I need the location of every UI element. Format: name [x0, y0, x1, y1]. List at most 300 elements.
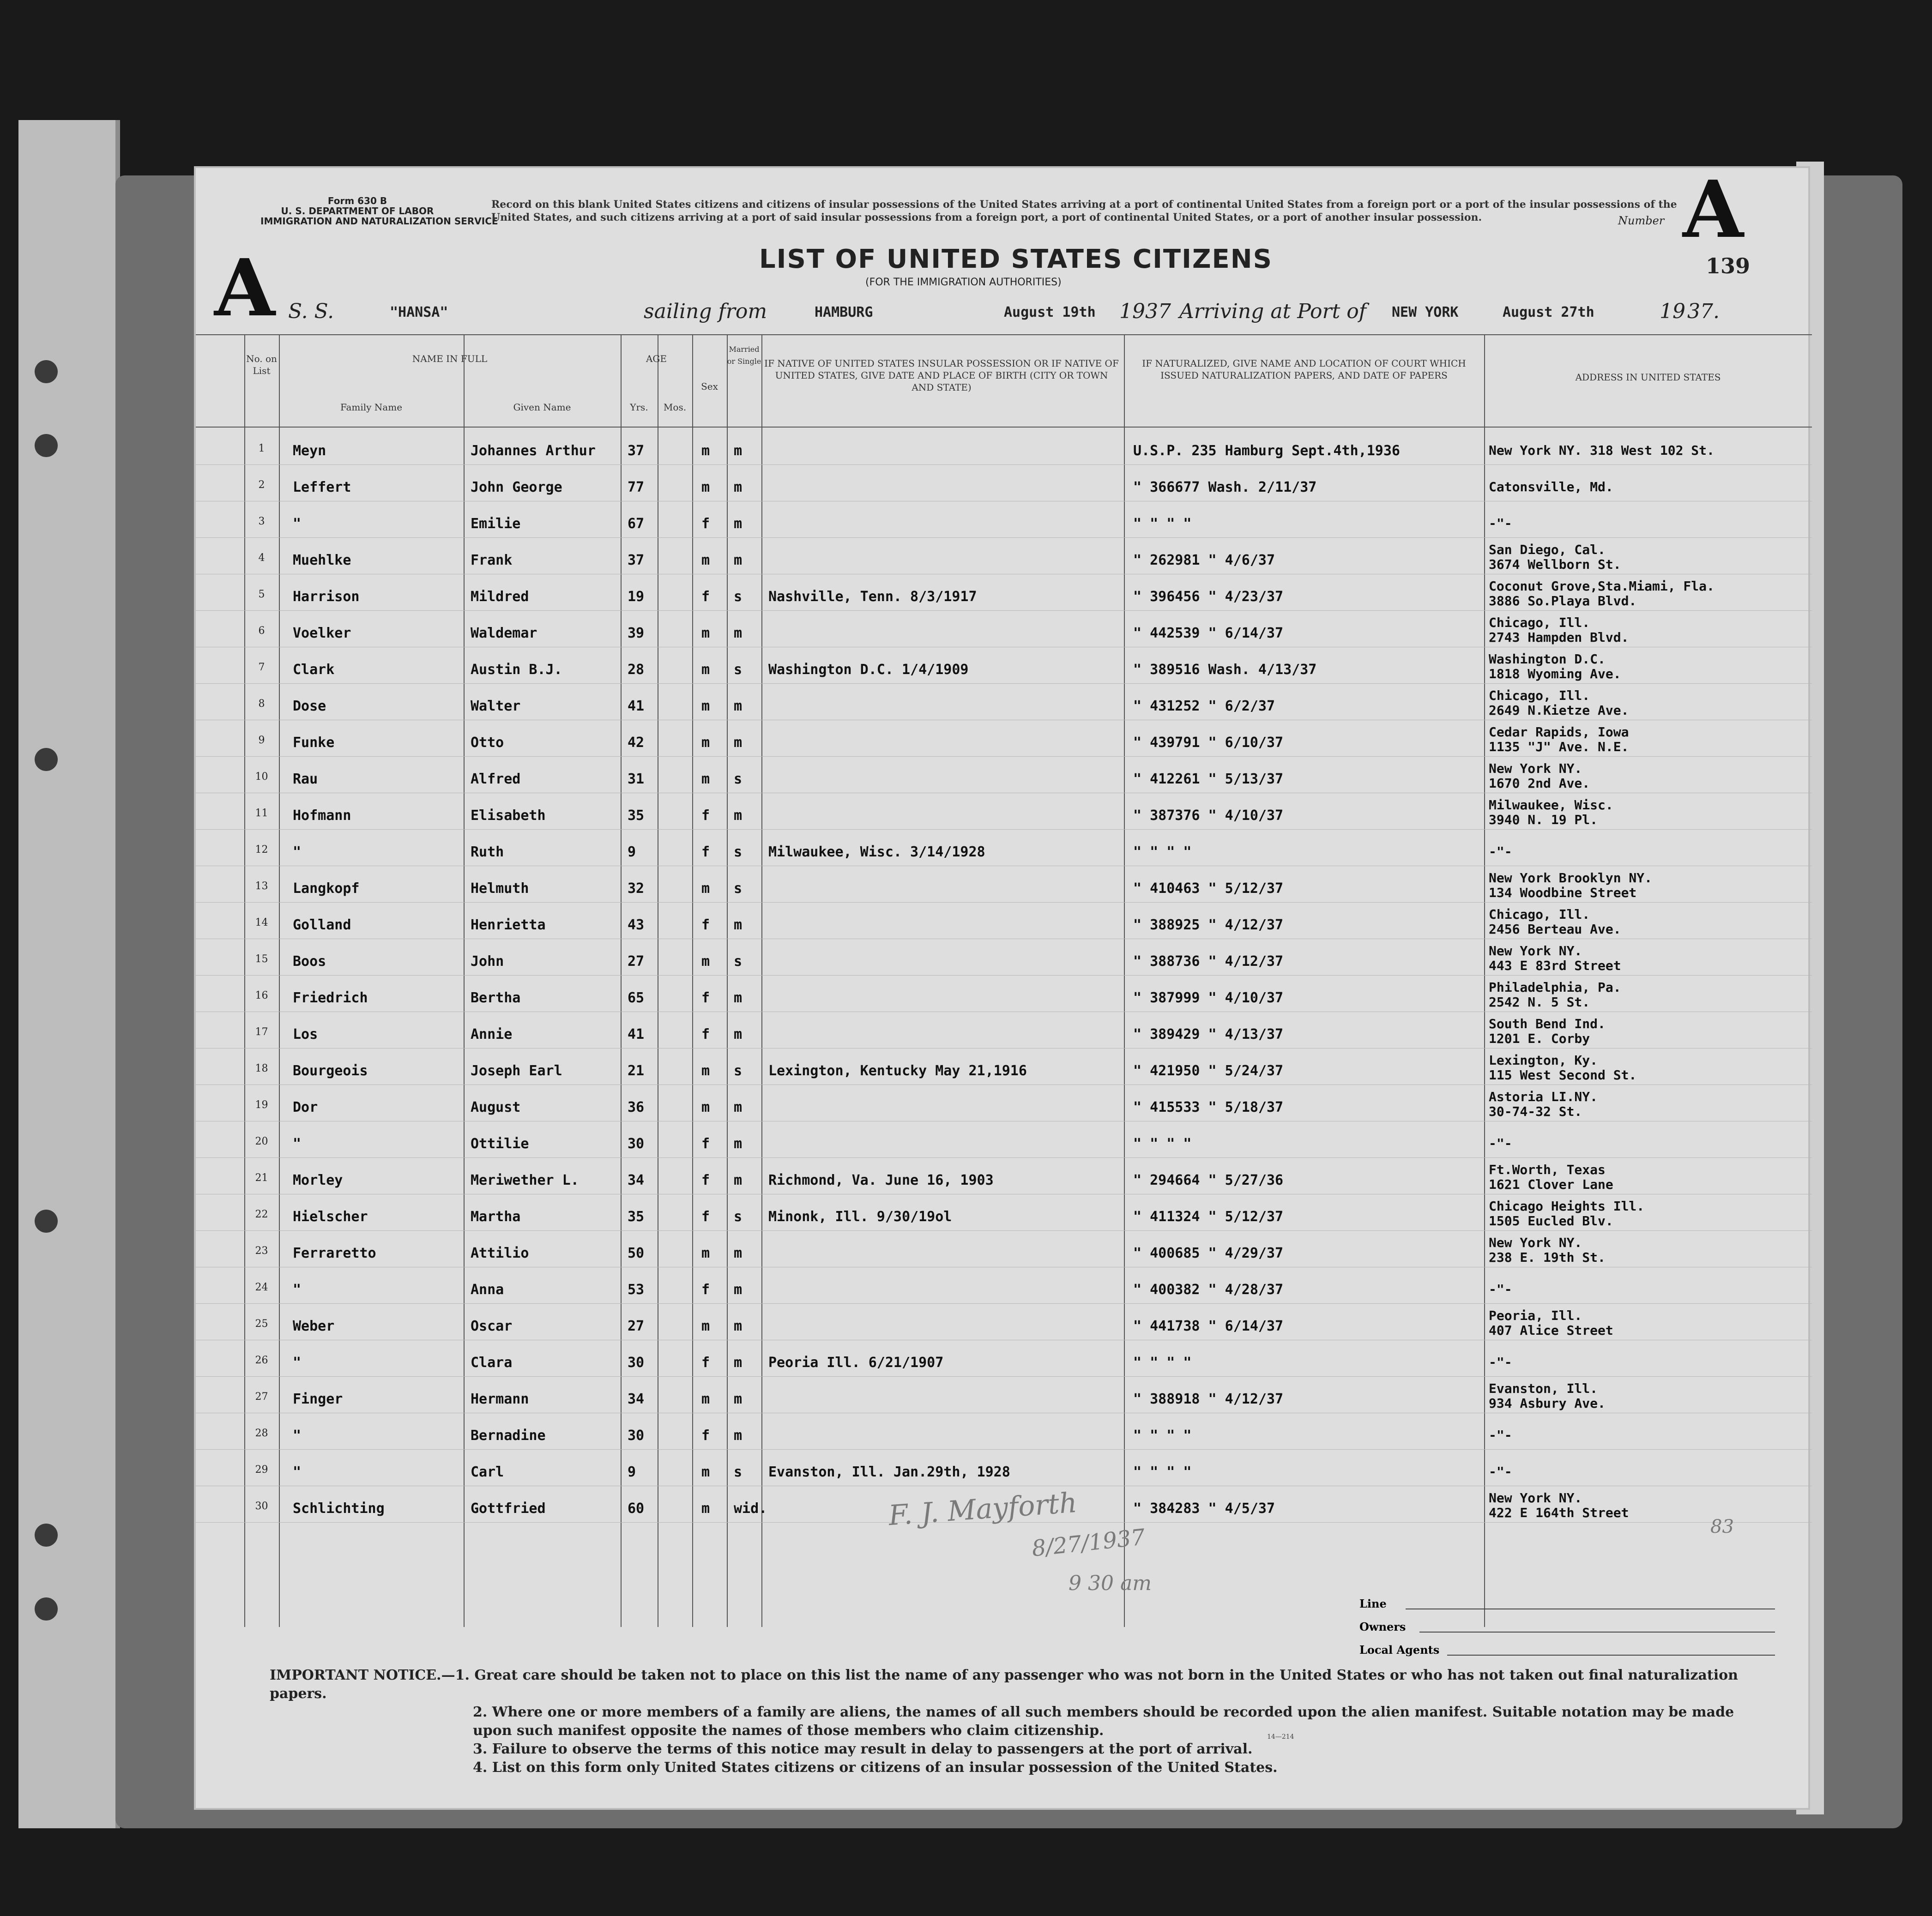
header-no: No. on List — [246, 353, 277, 376]
record-instructions: Record on this blank United States citizens and citizens of insular possessions of the United States arriving at a port of continental United States from a foreign port or a port of the insular possessions of the United States, and such citizens arriving at a port of said insular possessions from a foreign port, a port of continental United States, or a port of another insular possession. — [491, 199, 1677, 223]
binder-hole — [35, 1210, 58, 1233]
departure-year: 1937 — [1119, 300, 1171, 323]
naturalization-papers: " 415533 " 5/18/37 — [1133, 1099, 1284, 1115]
officer-signature: F. J. Mayforth — [888, 1486, 1078, 1532]
given-name: Austin B.J. — [471, 662, 562, 678]
naturalization-papers: " 388918 " 4/12/37 — [1133, 1391, 1284, 1407]
family-name: " — [293, 1464, 302, 1480]
form-number: Form 630 B — [327, 195, 387, 206]
address-line-2: 30-74-32 St. — [1489, 1104, 1582, 1119]
given-name: Oscar — [471, 1318, 513, 1334]
given-name: Frank — [471, 552, 513, 568]
age-years: 36 — [628, 1099, 645, 1115]
notice-text-1: 1. Great care should be taken not to place on this list the name of any passenger who was not born in the United States or who has not taken out final naturalization papers. — [270, 1667, 1738, 1702]
sex: m — [701, 1391, 710, 1407]
address-line-1: Peoria, Ill. — [1489, 1308, 1582, 1323]
naturalization-papers: " 439791 " 6/10/37 — [1133, 735, 1284, 751]
address-line-2: 3674 Wellborn St. — [1489, 557, 1621, 572]
sex: f — [701, 516, 710, 532]
form-id-block — [260, 195, 498, 227]
naturalization-papers: " " " " — [1133, 1136, 1192, 1152]
binder-strip — [18, 120, 120, 1828]
sex: f — [701, 1026, 710, 1042]
page-subtitle: (FOR THE IMMIGRATION AUTHORITIES) — [865, 277, 1062, 288]
sex: m — [701, 662, 710, 678]
naturalization-papers: " 366677 Wash. 2/11/37 — [1133, 479, 1317, 495]
address-line-2: 3886 So.Playa Blvd. — [1489, 593, 1637, 609]
sex: f — [701, 1428, 710, 1444]
row-number: 6 — [258, 625, 265, 637]
marital-status: s — [734, 880, 743, 897]
marital-status: m — [734, 1172, 743, 1188]
age-years: 65 — [628, 990, 645, 1006]
sex: m — [701, 552, 710, 568]
row-number: 26 — [255, 1355, 268, 1366]
naturalization-papers: " " " " — [1133, 1428, 1192, 1444]
address-line-1: Chicago, Ill. — [1489, 615, 1590, 630]
address-line-2: 1670 2nd Ave. — [1489, 776, 1590, 791]
sex: m — [701, 1099, 710, 1115]
age-years: 67 — [628, 516, 645, 532]
marital-status: m — [734, 479, 743, 495]
age-years: 37 — [628, 443, 645, 459]
marital-status: s — [734, 662, 743, 678]
notice-item-3: 3. Failure to observe the terms of this notice may result in delay to passengers at the port of arrival. — [473, 1741, 1253, 1757]
table-rule — [1124, 334, 1125, 1627]
row-number: 14 — [255, 917, 268, 928]
address-line-1: -"- — [1489, 1355, 1512, 1370]
age-years: 35 — [628, 807, 645, 824]
binder-hole — [35, 1597, 58, 1621]
arrival-year-prefix: 19 — [1660, 300, 1685, 323]
row-number: 25 — [255, 1318, 268, 1330]
row-rule — [196, 756, 1812, 757]
table-rule — [196, 427, 1812, 428]
sex: m — [701, 735, 710, 751]
header-address: ADDRESS IN UNITED STATES — [1575, 372, 1721, 383]
sex: f — [701, 1136, 710, 1152]
row-number: 18 — [255, 1063, 268, 1074]
header-native-birth: IF NATIVE OF UNITED STATES INSULAR POSSESSION OR IF NATIVE OF UNITED STATES, GIVE DATE AND PLACE OF BIRTH (CITY OR TOWN AND STATE) — [764, 358, 1119, 393]
address-line-1: -"- — [1489, 844, 1512, 859]
family-name: Leffert — [293, 479, 351, 495]
marital-status: s — [734, 1063, 743, 1079]
age-years: 31 — [628, 771, 645, 787]
binder-hole — [35, 748, 58, 771]
sex: f — [701, 917, 710, 933]
given-name: Ruth — [471, 844, 504, 860]
naturalization-papers: " 396456 " 4/23/37 — [1133, 589, 1284, 605]
marital-status: s — [734, 1464, 743, 1480]
binder-hole — [35, 434, 58, 457]
given-name: Otto — [471, 735, 504, 751]
sex: m — [701, 953, 710, 970]
birth-place-date: Minonk, Ill. 9/30/19ol — [768, 1209, 952, 1225]
given-name: Henrietta — [471, 917, 546, 933]
given-name: August — [471, 1099, 521, 1115]
page-title: LIST OF UNITED STATES CITIZENS — [759, 244, 1273, 274]
given-name: Martha — [471, 1209, 521, 1225]
address-line-1: San Diego, Cal. — [1489, 542, 1606, 557]
naturalization-papers: " 294664 " 5/27/36 — [1133, 1172, 1284, 1188]
owners-label: Owners — [1359, 1620, 1406, 1633]
sex: m — [701, 1245, 710, 1261]
row-rule — [196, 1376, 1812, 1377]
marital-status: m — [734, 625, 743, 641]
header-given-name: Given Name — [513, 402, 571, 413]
form-code: 14—214 — [1267, 1733, 1294, 1741]
age-years: 21 — [628, 1063, 645, 1079]
row-number: 10 — [255, 771, 268, 783]
important-notice — [270, 1666, 1747, 1777]
sex: f — [701, 1355, 710, 1371]
row-rule — [196, 610, 1812, 611]
address-line-2: 115 West Second St. — [1489, 1067, 1637, 1083]
notice-lead: IMPORTANT NOTICE.— — [270, 1667, 455, 1683]
naturalization-papers: " " " " — [1133, 1355, 1192, 1371]
age-years: 41 — [628, 1026, 645, 1042]
row-rule — [196, 683, 1812, 684]
address-line-1: -"- — [1489, 1428, 1512, 1443]
age-years: 35 — [628, 1209, 645, 1225]
family-name: Harrison — [293, 589, 360, 605]
family-name: " — [293, 844, 302, 860]
service-name: IMMIGRATION AND NATURALIZATION SERVICE — [260, 216, 498, 227]
address-line-2: 1818 Wyoming Ave. — [1489, 666, 1621, 681]
family-name: Voelker — [293, 625, 351, 641]
family-name: Finger — [293, 1391, 343, 1407]
given-name: Bertha — [471, 990, 521, 1006]
address-line-2: 238 E. 19th St. — [1489, 1250, 1606, 1265]
naturalization-papers: " 410463 " 5/12/37 — [1133, 880, 1284, 897]
birth-place-date: Nashville, Tenn. 8/3/1917 — [768, 589, 977, 605]
given-name: Carl — [471, 1464, 504, 1480]
family-name: Langkopf — [293, 880, 360, 897]
header-naturalization: IF NATURALIZED, GIVE NAME AND LOCATION OF COURT WHICH ISSUED NATURALIZATION PAPERS, AND DATE OF PAPERS — [1142, 358, 1466, 381]
ss-label: S. S. — [288, 300, 334, 323]
row-rule — [196, 1230, 1812, 1231]
age-years: 53 — [628, 1282, 645, 1298]
notice-item-1 — [270, 1666, 1747, 1703]
family-name: " — [293, 1282, 302, 1298]
marital-status: m — [734, 1136, 743, 1152]
given-name: Waldemar — [471, 625, 537, 641]
header-family-name: Family Name — [340, 402, 403, 413]
header-years: Yrs. — [630, 402, 648, 413]
row-number: 4 — [258, 552, 265, 564]
given-name: Anna — [471, 1282, 504, 1298]
age-years: 43 — [628, 917, 645, 933]
row-number: 1 — [258, 443, 265, 454]
margin-mark: 83 — [1710, 1516, 1734, 1537]
address-line-1: Astoria LI.NY. — [1489, 1089, 1598, 1104]
given-name: Alfred — [471, 771, 521, 787]
age-years: 19 — [628, 589, 645, 605]
address-line-1: -"- — [1489, 1282, 1512, 1297]
given-name: Hermann — [471, 1391, 529, 1407]
naturalization-papers: " 441738 " 6/14/37 — [1133, 1318, 1284, 1334]
arrival-date: August 27th — [1503, 304, 1594, 320]
naturalization-papers: " 262981 " 4/6/37 — [1133, 552, 1275, 568]
age-years: 30 — [628, 1355, 645, 1371]
marital-status: s — [734, 1209, 743, 1225]
sex: f — [701, 807, 710, 824]
family-name: Rau — [293, 771, 318, 787]
family-name: Bourgeois — [293, 1063, 368, 1079]
marital-status: m — [734, 917, 743, 933]
family-name: " — [293, 1136, 302, 1152]
address-line-1: New York Brooklyn NY. — [1489, 870, 1653, 886]
sex: m — [701, 1464, 710, 1480]
address-line-1: Coconut Grove,Sta.Miami, Fla. — [1489, 578, 1715, 594]
naturalization-papers: " 412261 " 5/13/37 — [1133, 771, 1284, 787]
given-name: Bernadine — [471, 1428, 546, 1444]
age-years: 9 — [628, 1464, 636, 1480]
marital-status: m — [734, 1282, 743, 1298]
row-rule — [196, 902, 1812, 903]
address-line-1: New York NY. 318 West 102 St. — [1489, 443, 1715, 458]
age-years: 41 — [628, 698, 645, 714]
marital-status: m — [734, 1026, 743, 1042]
naturalization-papers: " " " " — [1133, 516, 1192, 532]
row-rule — [196, 975, 1812, 976]
row-number: 3 — [258, 516, 265, 527]
marital-status: s — [734, 844, 743, 860]
age-years: 28 — [628, 662, 645, 678]
family-name: Boos — [293, 953, 326, 970]
owners-rule — [1419, 1632, 1775, 1633]
sex: f — [701, 1172, 710, 1188]
address-line-2: 2743 Hampden Blvd. — [1489, 630, 1629, 645]
age-years: 77 — [628, 479, 645, 495]
ship-name: "HANSA" — [390, 304, 448, 320]
age-years: 27 — [628, 1318, 645, 1334]
row-rule — [196, 537, 1812, 538]
signature-time: 9 30 am — [1069, 1572, 1152, 1595]
family-name: Weber — [293, 1318, 335, 1334]
marital-status: m — [734, 807, 743, 824]
row-rule — [196, 464, 1812, 465]
naturalization-papers: " 400382 " 4/28/37 — [1133, 1282, 1284, 1298]
sex: m — [701, 771, 710, 787]
address-line-2: 134 Woodbine Street — [1489, 885, 1637, 900]
naturalization-papers: " 388925 " 4/12/37 — [1133, 917, 1284, 933]
list-letter-right: A — [1683, 163, 1744, 256]
table-rule — [196, 334, 1812, 335]
sex: f — [701, 990, 710, 1006]
given-name: Ottilie — [471, 1136, 529, 1152]
address-line-1: Chicago Heights Ill. — [1489, 1199, 1645, 1214]
address-line-2: 422 E 164th Street — [1489, 1505, 1629, 1520]
age-years: 50 — [628, 1245, 645, 1261]
given-name: Mildred — [471, 589, 529, 605]
header-sex: Sex — [701, 381, 718, 392]
naturalization-papers: " 421950 " 5/24/37 — [1133, 1063, 1284, 1079]
given-name: Annie — [471, 1026, 513, 1042]
address-line-1: Chicago, Ill. — [1489, 688, 1590, 703]
binder-hole — [35, 360, 58, 383]
naturalization-papers: " 442539 " 6/14/37 — [1133, 625, 1284, 641]
row-number: 16 — [255, 990, 268, 1001]
address-line-2: 1621 Clover Lane — [1489, 1177, 1613, 1192]
sex: f — [701, 1282, 710, 1298]
row-rule — [196, 829, 1812, 830]
departure-port: HAMBURG — [815, 304, 873, 320]
marital-status: m — [734, 735, 743, 751]
list-letter-left: A — [214, 242, 275, 334]
family-name: Los — [293, 1026, 318, 1042]
row-rule — [196, 1157, 1812, 1158]
age-years: 42 — [628, 735, 645, 751]
naturalization-papers: U.S.P. 235 Hamburg Sept.4th,1936 — [1133, 443, 1400, 459]
address-line-2: 2542 N. 5 St. — [1489, 994, 1590, 1010]
naturalization-papers: " 387999 " 4/10/37 — [1133, 990, 1284, 1006]
address-line-1: Ft.Worth, Texas — [1489, 1162, 1606, 1177]
given-name: Emilie — [471, 516, 521, 532]
birth-place-date: Milwaukee, Wisc. 3/14/1928 — [768, 844, 985, 860]
header-months: Mos. — [663, 402, 687, 413]
row-number: 17 — [255, 1026, 268, 1038]
age-years: 32 — [628, 880, 645, 897]
row-number: 20 — [255, 1136, 268, 1147]
row-rule — [196, 1303, 1812, 1304]
given-name: Walter — [471, 698, 521, 714]
table-rule — [464, 334, 465, 1627]
given-name: Helmuth — [471, 880, 529, 897]
line-label: Line — [1359, 1597, 1387, 1610]
row-number: 2 — [258, 479, 265, 491]
arrival-year: 37. — [1687, 300, 1720, 323]
marital-status: m — [734, 1428, 743, 1444]
naturalization-papers: " 411324 " 5/12/37 — [1133, 1209, 1284, 1225]
address-line-2: 2649 N.Kietze Ave. — [1489, 703, 1629, 718]
address-line-1: Washington D.C. — [1489, 651, 1606, 667]
family-name: Dose — [293, 698, 326, 714]
row-number: 12 — [255, 844, 268, 856]
table-rule — [761, 334, 762, 1627]
address-line-2: 443 E 83rd Street — [1489, 958, 1621, 973]
row-number: 23 — [255, 1245, 268, 1257]
address-line-2: 3940 N. 19 Pl. — [1489, 812, 1598, 827]
header-married-single: Married or Single — [727, 345, 761, 366]
departure-date: August 19th — [1004, 304, 1096, 320]
given-name: Elisabeth — [471, 807, 546, 824]
department-name: U. S. DEPARTMENT OF LABOR — [281, 205, 434, 217]
address-line-1: South Bend Ind. — [1489, 1016, 1606, 1031]
birth-place-date: Peoria Ill. 6/21/1907 — [768, 1355, 944, 1371]
address-line-1: Catonsville, Md. — [1489, 479, 1613, 494]
family-name: Golland — [293, 917, 351, 933]
sex: m — [701, 1500, 710, 1517]
agents-rule — [1447, 1655, 1775, 1656]
page-number: 139 — [1706, 253, 1751, 278]
family-name: " — [293, 1355, 302, 1371]
address-line-1: New York NY. — [1489, 943, 1582, 958]
row-rule — [196, 1449, 1812, 1450]
given-name: Clara — [471, 1355, 513, 1371]
marital-status: m — [734, 1355, 743, 1371]
table-rule — [692, 334, 693, 1627]
marital-status: m — [734, 443, 743, 459]
marital-status: m — [734, 990, 743, 1006]
row-number: 30 — [255, 1500, 268, 1512]
family-name: Meyn — [293, 443, 326, 459]
sex: m — [701, 625, 710, 641]
sex: m — [701, 479, 710, 495]
row-number: 8 — [258, 698, 265, 710]
address-line-2: 1135 "J" Ave. N.E. — [1489, 739, 1629, 754]
table-rule — [1484, 334, 1485, 1627]
address-line-1: Evanston, Ill. — [1489, 1381, 1598, 1396]
table-rule — [279, 334, 280, 1627]
sex: f — [701, 1209, 710, 1225]
address-line-1: Philadelphia, Pa. — [1489, 980, 1621, 995]
passenger-table — [196, 334, 1812, 1627]
row-number: 21 — [255, 1172, 268, 1184]
row-number: 15 — [255, 953, 268, 965]
age-years: 60 — [628, 1500, 645, 1517]
family-name: Clark — [293, 662, 335, 678]
row-number: 7 — [258, 662, 265, 673]
address-line-1: New York NY. — [1489, 1235, 1582, 1250]
arriving-label: Arriving at Port of — [1179, 300, 1367, 323]
marital-status: m — [734, 1099, 743, 1115]
naturalization-papers: " 389429 " 4/13/37 — [1133, 1026, 1284, 1042]
sailing-label: sailing from — [644, 300, 767, 323]
family-name: " — [293, 516, 302, 532]
sex: m — [701, 698, 710, 714]
address-line-1: Milwaukee, Wisc. — [1489, 797, 1613, 813]
marital-status: s — [734, 589, 743, 605]
given-name: John — [471, 953, 504, 970]
arrival-port: NEW YORK — [1392, 304, 1459, 320]
table-rule — [727, 334, 728, 1627]
birth-place-date: Evanston, Ill. Jan.29th, 1928 — [768, 1464, 1010, 1480]
row-number: 13 — [255, 880, 268, 892]
sex: m — [701, 1063, 710, 1079]
family-name: Hielscher — [293, 1209, 368, 1225]
marital-status: m — [734, 1318, 743, 1334]
binder-hole — [35, 1524, 58, 1547]
birth-place-date: Lexington, Kentucky May 21,1916 — [768, 1063, 1027, 1079]
row-number: 5 — [258, 589, 265, 600]
header-name-in-full: NAME IN FULL — [412, 353, 488, 364]
family-name: Funke — [293, 735, 335, 751]
naturalization-papers: " 384283 " 4/5/37 — [1133, 1500, 1275, 1517]
address-line-2: 2456 Berteau Ave. — [1489, 922, 1621, 937]
address-line-1: Lexington, Ky. — [1489, 1053, 1598, 1068]
birth-place-date: Washington D.C. 1/4/1909 — [768, 662, 969, 678]
row-number: 9 — [258, 735, 265, 746]
manifest-page — [194, 163, 1810, 1810]
row-number: 27 — [255, 1391, 268, 1403]
naturalization-papers: " " " " — [1133, 844, 1192, 860]
row-number: 28 — [255, 1428, 268, 1439]
row-number: 29 — [255, 1464, 268, 1476]
marital-status: wid. — [734, 1500, 767, 1517]
sex: m — [701, 1318, 710, 1334]
given-name: Meriwether L. — [471, 1172, 579, 1188]
given-name: Gottfried — [471, 1500, 546, 1517]
address-line-2: 1201 E. Corby — [1489, 1031, 1590, 1046]
age-years: 34 — [628, 1172, 645, 1188]
naturalization-papers: " 389516 Wash. 4/13/37 — [1133, 662, 1317, 678]
marital-status: s — [734, 953, 743, 970]
age-years: 34 — [628, 1391, 645, 1407]
address-line-2: 934 Asbury Ave. — [1489, 1396, 1606, 1411]
marital-status: s — [734, 771, 743, 787]
given-name: John George — [471, 479, 562, 495]
